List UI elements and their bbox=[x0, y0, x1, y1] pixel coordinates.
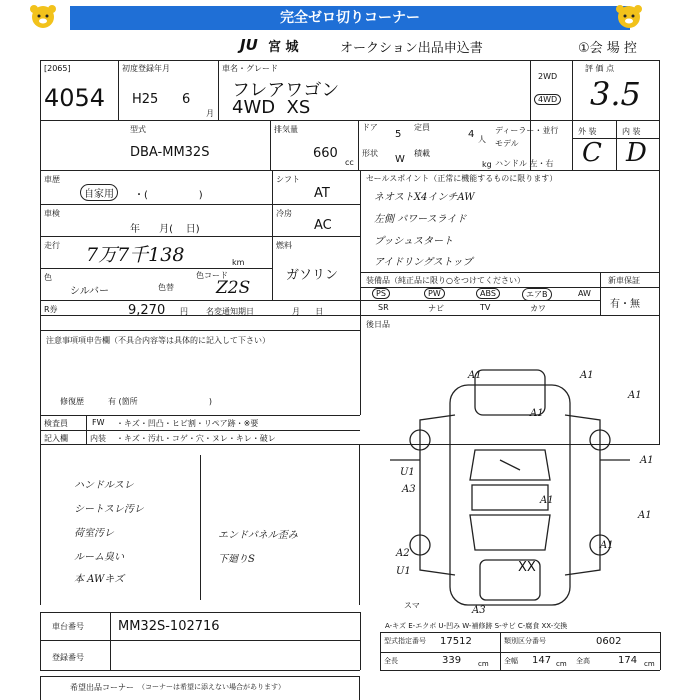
equip-pw: PW bbox=[424, 288, 445, 299]
recorder-label: 記入欄 bbox=[44, 434, 68, 443]
equip-sr: SR bbox=[378, 303, 389, 312]
notice-fill: 月 日 bbox=[292, 307, 324, 316]
diagram-legend: A-キズ E-エクボ U-凹み W-補修跡 S-サビ C-腐食 XX-交換 bbox=[385, 622, 568, 630]
damage-mark-4: A1 bbox=[530, 408, 544, 419]
inspector-label: 検査員 bbox=[44, 419, 68, 428]
check-row-2: ・キズ・汚れ・コゲ・穴・ヌレ・キレ・破レ bbox=[116, 434, 276, 443]
ac-label: 冷房 bbox=[276, 209, 292, 218]
first-reg-label: 初度登録年月 bbox=[122, 64, 170, 73]
color-label: 色 bbox=[44, 273, 52, 282]
equip-tv: TV bbox=[480, 303, 491, 312]
cert-number: 17512 bbox=[440, 636, 472, 647]
equip-navi: ナビ bbox=[428, 304, 444, 313]
score-label: 評 価 点 bbox=[585, 64, 615, 73]
yen-unit: 円 bbox=[180, 307, 188, 316]
banner bbox=[0, 0, 700, 34]
damage-mark-5: A1 bbox=[640, 455, 654, 466]
recycle-label: R券 bbox=[44, 305, 58, 314]
equip-abs: ABS bbox=[476, 288, 500, 299]
notes-label: 注意事項項申告欄（不具合内容等は具体的に記入して下さい） bbox=[46, 336, 270, 345]
cc-unit: cc bbox=[345, 158, 354, 167]
fw-label: FW bbox=[92, 418, 105, 427]
displacement: 660 bbox=[313, 146, 338, 161]
doors: 5 bbox=[395, 129, 402, 140]
capacity: 4 bbox=[468, 129, 475, 140]
note-right-2: 下廻りS bbox=[218, 554, 255, 565]
first-reg-month: 6 bbox=[182, 92, 191, 107]
model-label: 型式 bbox=[130, 125, 146, 134]
damage-mark-1: A1 bbox=[468, 370, 482, 381]
fuel-label: 燃料 bbox=[276, 241, 292, 250]
ac: AC bbox=[314, 218, 332, 233]
mileage: 7万7千138 bbox=[86, 244, 185, 266]
logo: JU bbox=[240, 36, 258, 54]
lot-number: 4054 bbox=[44, 84, 106, 112]
car-diagram bbox=[380, 360, 670, 620]
score: 3.5 bbox=[590, 75, 641, 113]
new-warranty-value: 有・無 bbox=[610, 299, 640, 310]
inspection-fill: 年 月( 日) bbox=[130, 224, 200, 235]
copy-label: ①会 場 控 bbox=[578, 41, 637, 56]
length: 339 bbox=[442, 655, 462, 666]
damage-mark-9: A1 bbox=[638, 510, 652, 521]
mascot-right-icon bbox=[612, 2, 646, 34]
banner-title: 完全ゼロ切りコーナー bbox=[70, 6, 630, 30]
equip-leather: カワ bbox=[530, 304, 546, 313]
damage-mark-8: A3 bbox=[402, 484, 416, 495]
capacity-unit: 人 bbox=[478, 135, 486, 144]
color-change-label: 色替 bbox=[158, 283, 174, 292]
class-label: 類別区分番号 bbox=[504, 637, 546, 645]
damage-mark-13: XX bbox=[518, 560, 536, 575]
mascot-left-icon bbox=[26, 2, 60, 34]
hope-corner-label: 希望出品コーナー bbox=[70, 683, 134, 692]
height: 174 bbox=[618, 655, 638, 666]
lot-tag: [2065] bbox=[44, 64, 71, 73]
drive-4wd: 4WD bbox=[534, 94, 561, 105]
shift-label: シフト bbox=[276, 175, 300, 184]
venue: 宮 城 bbox=[268, 40, 299, 55]
dealer-label: ディーラー・並行 bbox=[495, 126, 559, 135]
damage-mark-11: A2 bbox=[396, 548, 410, 559]
color-code: Z2S bbox=[216, 278, 251, 298]
registration-label: 登録番号 bbox=[52, 653, 84, 662]
grade: 4WD XS bbox=[232, 97, 311, 118]
note-left-5: 本 AWキズ bbox=[74, 574, 125, 585]
width-label: 全幅 bbox=[504, 657, 518, 665]
notice-label: 名変通知期日 bbox=[206, 307, 254, 316]
model: DBA-MM32S bbox=[130, 145, 210, 160]
body-label: 形状 bbox=[362, 149, 378, 158]
shift: AT bbox=[314, 186, 330, 201]
usage-rest: ・( ) bbox=[134, 190, 203, 201]
repair-label: 修復歴 bbox=[60, 397, 84, 406]
hope-corner-note: （コーナーは希望に添えない場合があります） bbox=[138, 683, 285, 691]
class-number: 0602 bbox=[596, 636, 622, 647]
damage-mark-3: A1 bbox=[628, 390, 642, 401]
fuel: ガソリン bbox=[286, 268, 339, 283]
repair-fill: 有 (箇所 ) bbox=[108, 397, 212, 406]
damage-mark-7: U1 bbox=[400, 467, 415, 478]
new-warranty-label: 新車保証 bbox=[608, 276, 640, 285]
form-title: オークション出品申込書 bbox=[340, 41, 483, 56]
exterior-label: 外 装 bbox=[578, 127, 597, 136]
note-right-1: エンドパネル歪み bbox=[218, 530, 298, 541]
equip-ps: PS bbox=[372, 288, 390, 299]
sales-point-3: プッシュスタート bbox=[374, 236, 454, 247]
width-unit: cm bbox=[556, 660, 567, 668]
height-label: 全高 bbox=[576, 657, 590, 665]
height-unit: cm bbox=[644, 660, 655, 668]
km-unit: km bbox=[232, 258, 245, 267]
first-reg-era: H25 bbox=[132, 92, 159, 107]
note-left-4: ルーム臭い bbox=[74, 552, 124, 563]
usage: 自家用 bbox=[80, 184, 118, 201]
note-left-2: シートスレ汚レ bbox=[74, 504, 144, 515]
month-suffix: 月 bbox=[206, 109, 214, 118]
interior-label: 内 装 bbox=[622, 127, 641, 136]
handle-label: ハンドル 左・右 bbox=[495, 159, 554, 168]
equip-airbag: エアB bbox=[522, 288, 552, 301]
capacity-label: 定員 bbox=[414, 123, 430, 132]
recycle: 9,270 bbox=[128, 303, 166, 318]
chassis-number: MM32S-102716 bbox=[118, 619, 220, 634]
width: 147 bbox=[532, 655, 552, 666]
check-row-1: ・キズ・凹凸・ヒビ割・リペア跡・※要 bbox=[116, 419, 259, 428]
damage-mark-2: A1 bbox=[580, 370, 594, 381]
length-unit: cm bbox=[478, 660, 489, 668]
car-name: フレアワゴン bbox=[232, 80, 340, 101]
car-name-label: 車名・グレード bbox=[222, 64, 278, 73]
exterior-grade: C bbox=[582, 138, 602, 168]
body: W bbox=[395, 154, 405, 165]
diagram-bottom-label: スマ bbox=[404, 601, 420, 610]
sales-point-1: ネオストⅩ4インチAW bbox=[374, 192, 475, 203]
load-label: 積載 bbox=[414, 149, 430, 158]
mileage-label: 走行 bbox=[44, 241, 60, 250]
doors-label: ドア bbox=[362, 123, 378, 132]
equip-aw: AW bbox=[578, 289, 591, 298]
chassis-label: 車台番号 bbox=[52, 622, 84, 631]
damage-mark-10: A1 bbox=[600, 540, 614, 551]
damage-mark-12: U1 bbox=[396, 566, 411, 577]
cert-label: 型式指定番号 bbox=[384, 637, 426, 645]
displacement-label: 排気量 bbox=[274, 125, 298, 134]
equipment-label: 装備品（純正品に限り○をつけてください） bbox=[366, 276, 525, 285]
interior-grade: D bbox=[626, 138, 647, 168]
load-unit: kg bbox=[482, 160, 492, 169]
color-code-label: 色コード bbox=[196, 271, 228, 280]
inspection-label: 車検 bbox=[44, 209, 60, 218]
sales-point-4: アイドリングストップ bbox=[374, 257, 473, 268]
interior-check-label: 内装 bbox=[90, 434, 106, 443]
drive-2wd: 2WD bbox=[538, 72, 558, 81]
sales-points-label: セールスポイント（正常に機能するものに限ります） bbox=[366, 174, 558, 183]
damage-mark-14: A3 bbox=[472, 605, 486, 616]
sales-point-2: 左側 パワースライド bbox=[374, 214, 467, 225]
color: シルバー bbox=[70, 286, 110, 297]
note-left-3: 荷室汚レ bbox=[74, 528, 114, 539]
model-label-2: モデル bbox=[495, 139, 519, 148]
length-label: 全長 bbox=[384, 657, 398, 665]
usage-label: 車歴 bbox=[44, 175, 60, 184]
after-market-label: 後日品 bbox=[366, 320, 390, 329]
damage-mark-6: A1 bbox=[540, 495, 554, 506]
note-left-1: ハンドルスレ bbox=[74, 480, 134, 491]
